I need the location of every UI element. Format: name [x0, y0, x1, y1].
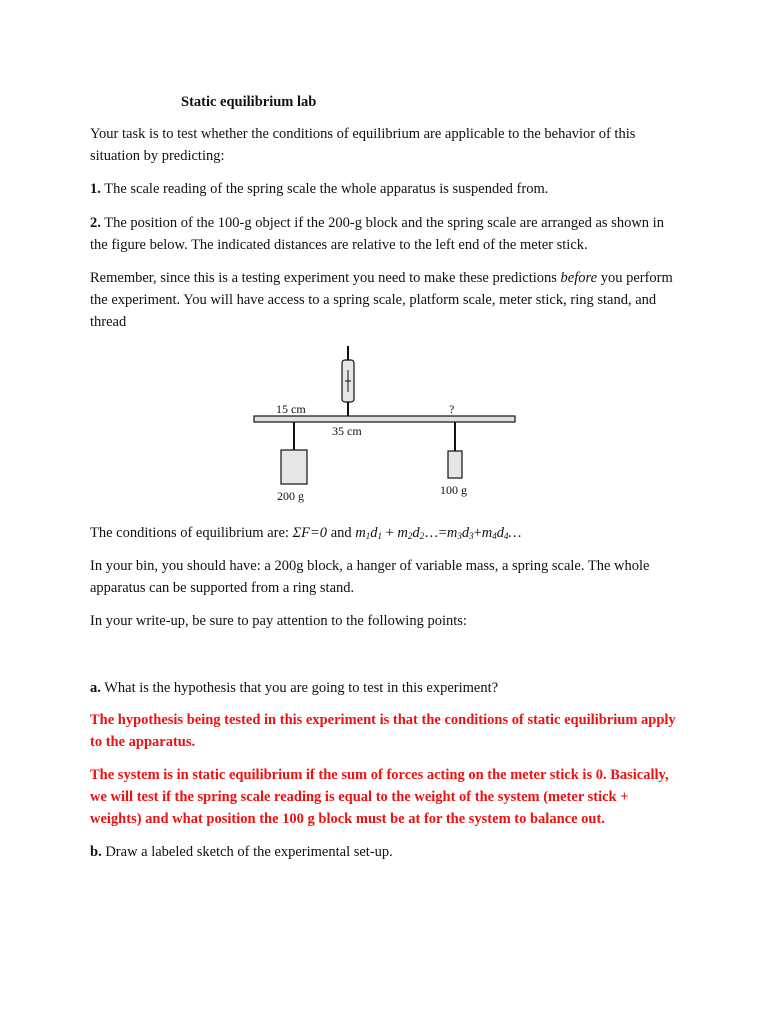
prediction-item-2: [90, 212, 680, 256]
torque-equation: $m_1d_1$ + $m_2d_2\dots=m_3d_3+m_4d_4\dots$: [355, 525, 522, 541]
bin-paragraph: In your bin, you should have: a 200g block, a hanger of variable mass, a spring scale. The whole apparatus can be supported from a ring stand.: [90, 558, 650, 596]
remember-paragraph: [90, 267, 680, 333]
sum-force-equation: ΣF=0: [292, 525, 328, 541]
label-15cm: 15 cm: [276, 402, 306, 416]
conditions-prefix: The conditions of equilibrium are:: [90, 525, 293, 541]
label-35cm: 35 cm: [332, 424, 362, 438]
remember-emphasis: before: [560, 270, 598, 286]
meter-stick: [254, 416, 515, 422]
remember-text-start: Remember, since this is a testing experiment you need to make these predictions: [90, 270, 561, 286]
remember-text-end: you perform the experiment. You will have access to a spring scale, platform scale, meter stick, ring stand, and thread: [90, 270, 673, 330]
conditions-paragraph: [90, 522, 680, 547]
label-100g: 100 g: [440, 483, 467, 497]
writeup-paragraph: In your write-up, be sure to pay attention to the following points:: [90, 613, 467, 629]
item-number: 2.: [90, 215, 101, 231]
answer-equilibrium: The system is in static equilibrium if the sum of forces acting on the meter stick is 0. Basically, we will test if the spring scale reading is equal to the weight of the system (meter stick + weights) and what position the 100 g block must be at for the system to balance out.: [90, 767, 669, 827]
label-200g: 200 g: [277, 489, 304, 503]
label-unknown-position: ?: [449, 402, 455, 416]
question-number: a.: [90, 680, 101, 696]
question-a: [90, 677, 680, 699]
block-200g: [281, 450, 307, 484]
block-100g: [448, 451, 462, 478]
question-number: b.: [90, 844, 102, 860]
conditions-and: and: [327, 525, 356, 541]
apparatus-figure: [250, 340, 520, 510]
answer-hypothesis: The hypothesis being tested in this experiment is that the conditions of static equilibrium apply to the apparatus.: [90, 712, 676, 750]
item-number: 1.: [90, 181, 101, 197]
prediction-item-1: [90, 178, 680, 200]
question-text: What is the hypothesis that you are going to test in this experiment?: [100, 680, 499, 696]
item-text: The scale reading of the spring scale the whole apparatus is suspended from.: [100, 181, 549, 197]
apparatus-diagram: [250, 340, 520, 510]
question-b: [90, 841, 680, 863]
intro-paragraph: Your task is to test whether the conditions of equilibrium are applicable to the behavior of this situation by predicting:: [90, 126, 636, 164]
question-text: Draw a labeled sketch of the experimental set-up.: [101, 844, 393, 860]
item-text: The position of the 100-g object if the 200-g block and the spring scale are arranged as shown in the figure below. The indicated distances are relative to the left end of the meter stick.: [90, 215, 664, 253]
document-title: Static equilibrium lab: [181, 94, 317, 110]
